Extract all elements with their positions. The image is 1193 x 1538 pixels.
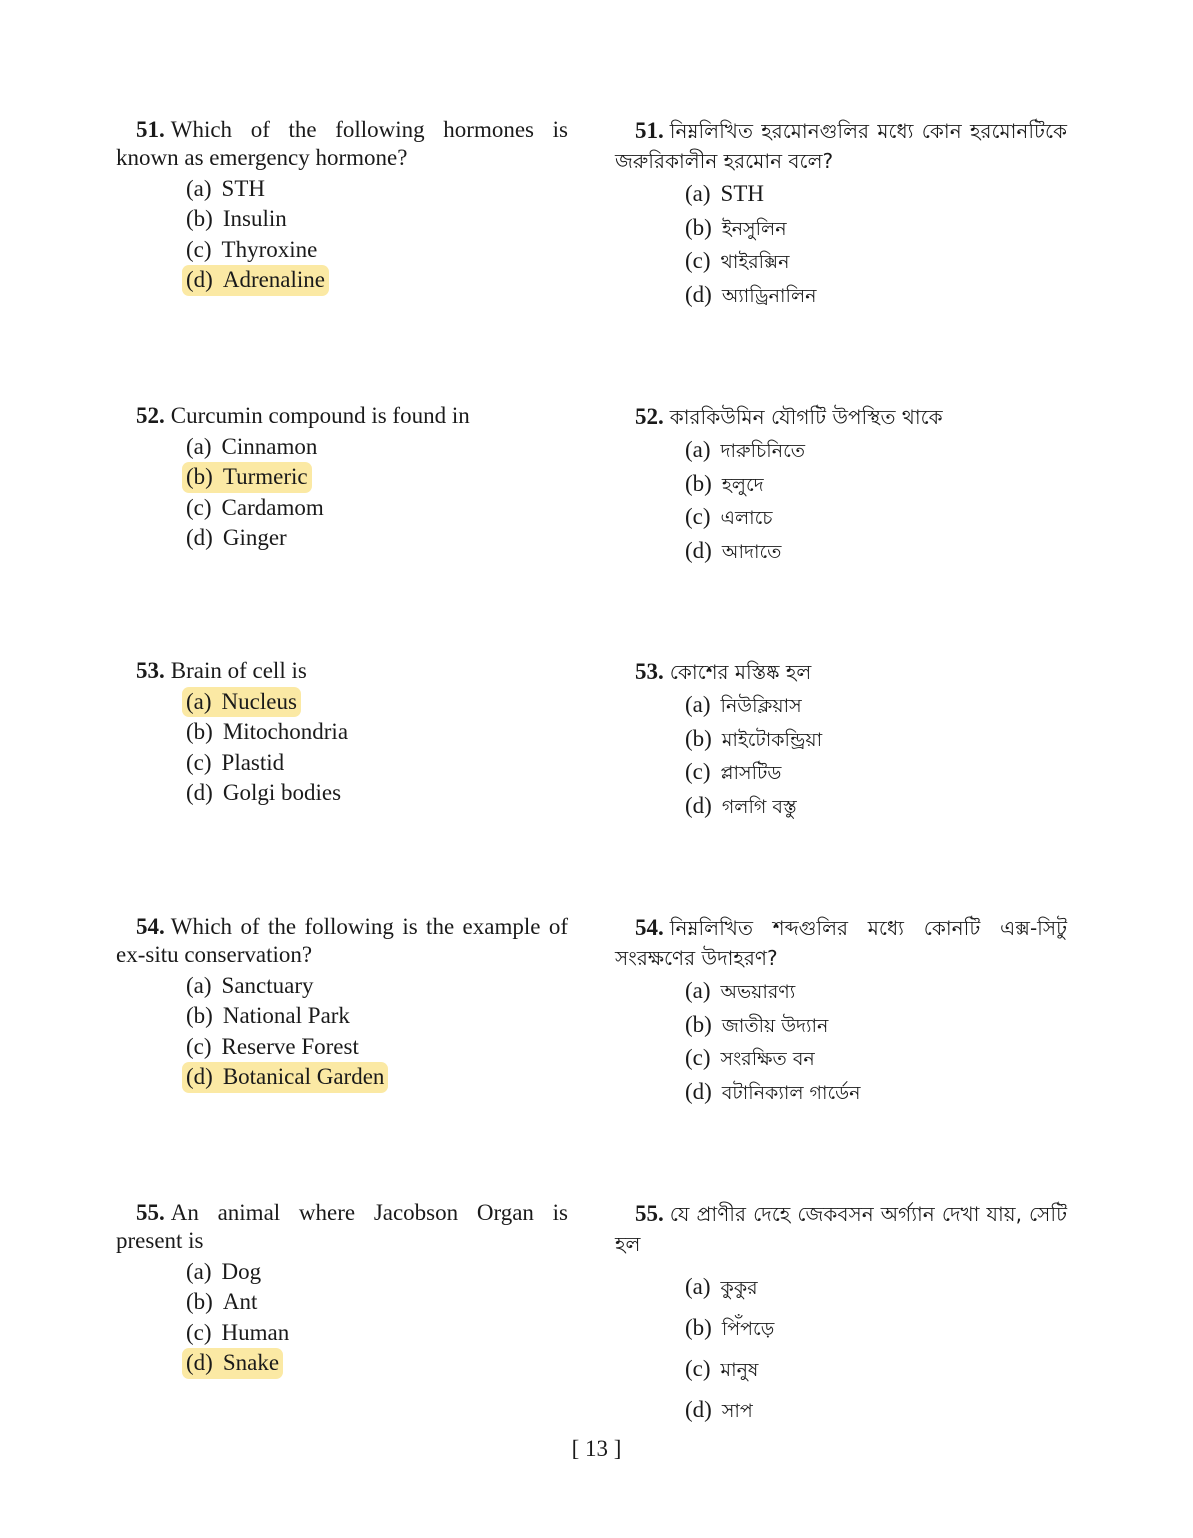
option-d: (d) সাপ [685, 1397, 753, 1422]
answer-highlight: (b) Turmeric [182, 462, 312, 492]
option-d-correct [186, 1062, 568, 1092]
question-number: 54. [136, 914, 165, 939]
option-b: (b) ইনসুলিন [685, 214, 787, 240]
question-stem [615, 116, 1067, 176]
option-b: (b) Ant [186, 1289, 258, 1315]
option-b: (b) হলুদে [685, 470, 764, 496]
option-list [186, 687, 568, 809]
question-text: Curcumin compound is found in [170, 403, 470, 428]
option-list [186, 174, 568, 296]
option-c: (c) Reserve Forest [186, 1033, 359, 1059]
question-text: Which of the following hormones is known as emergency hormone? [116, 117, 568, 170]
question-number: 52. [136, 403, 165, 428]
option-b: (b) মাইটোকন্ড্রিয়া [685, 725, 823, 751]
option-a: (a) STH [685, 181, 764, 206]
question-number: 51. [635, 118, 664, 143]
question-number: 55. [635, 1201, 664, 1226]
option-list [186, 432, 568, 554]
option-c: (c) সংরক্ষিত বন [685, 1045, 815, 1071]
option-c: (c) Cardamom [186, 494, 324, 520]
option-a: (a) STH [186, 176, 265, 201]
option-d: (d) Golgi bodies [186, 780, 342, 806]
question-number: 54. [635, 915, 664, 940]
option-d: (d) অ্যাড্রিনালিন [685, 281, 817, 307]
question-54-en [116, 913, 568, 1093]
option-d-correct [186, 265, 568, 295]
option-b: (b) পিঁপড়ে [685, 1315, 775, 1340]
question-stem [116, 402, 568, 430]
option-c: (c) Human [186, 1319, 290, 1345]
page-number: [ 13 ] [571, 1436, 622, 1461]
question-53-en [116, 657, 568, 809]
question-text: নিম্নলিখিত হরমোনগুলির মধ্যে কোন হরমোনটিকে জরুরিকালীন হরমোন বলে? [615, 119, 1067, 173]
question-text: কারকিউমিন যৌগটি উপস্থিত থাকে [669, 405, 943, 429]
option-d: (d) Ginger [186, 525, 287, 551]
answer-highlight: (a) Nucleus [182, 687, 301, 717]
option-list [186, 971, 568, 1093]
bengali-column [615, 0, 1067, 1538]
option-a-correct [186, 687, 568, 717]
question-number: 53. [635, 659, 664, 684]
question-54-bn [615, 913, 1067, 1109]
answer-highlight: (d) Adrenaline [182, 265, 329, 295]
question-51-bn [615, 116, 1067, 312]
option-a: (a) Dog [186, 1259, 262, 1284]
option-list [685, 1267, 1067, 1431]
option-list [685, 689, 1067, 823]
option-c: (c) থাইরক্সিন [685, 248, 790, 274]
question-stem [116, 116, 568, 172]
question-55-bn [615, 1199, 1067, 1431]
option-d-correct [186, 1348, 568, 1378]
question-stem [615, 657, 1067, 687]
option-a: (a) Cinnamon [186, 434, 318, 459]
option-c: (c) মানুষ [685, 1356, 759, 1381]
question-number: 52. [635, 404, 664, 429]
option-list [685, 975, 1067, 1109]
question-stem [116, 913, 568, 969]
option-d: (d) বটানিক্যাল গার্ডেন [685, 1078, 861, 1104]
option-c: (c) প্লাসটিড [685, 759, 782, 785]
option-a: (a) দারুচিনিতে [685, 437, 805, 462]
option-b: (b) National Park [186, 1003, 350, 1029]
option-list [685, 178, 1067, 312]
answer-highlight: (d) Botanical Garden [182, 1062, 388, 1092]
question-number: 55. [136, 1200, 165, 1225]
question-stem [615, 1199, 1067, 1259]
answer-highlight: (d) Snake [182, 1348, 283, 1378]
question-number: 53. [136, 658, 165, 683]
option-b: (b) Mitochondria [186, 719, 349, 745]
question-stem [615, 913, 1067, 973]
question-text: Which of the following is the example of ex-situ conservation? [116, 914, 568, 967]
question-stem [116, 1199, 568, 1255]
option-a: (a) অভয়ারণ্য [685, 978, 796, 1003]
option-list [186, 1257, 568, 1379]
option-b: (b) Insulin [186, 206, 287, 232]
question-stem [116, 657, 568, 685]
english-column [116, 0, 568, 1538]
question-text: যে প্রাণীর দেহে জেকবসন অর্গ্যান দেখা যায়, সেটি হল [615, 1202, 1067, 1256]
option-d: (d) আদাতে [685, 537, 782, 563]
question-52-bn [615, 402, 1067, 568]
question-51-en [116, 116, 568, 296]
question-number: 51. [136, 117, 165, 142]
question-text: Brain of cell is [170, 658, 307, 683]
option-d: (d) গলগি বস্তু [685, 792, 797, 818]
option-list [685, 434, 1067, 568]
question-stem [615, 402, 1067, 432]
option-a: (a) Sanctuary [186, 973, 314, 998]
option-c: (c) Plastid [186, 749, 285, 775]
question-text: কোশের মস্তিষ্ক হল [669, 660, 812, 684]
option-b-correct [186, 462, 568, 492]
question-52-en [116, 402, 568, 554]
question-text: An animal where Jacobson Organ is present is [116, 1200, 568, 1253]
option-a: (a) নিউক্লিয়াস [685, 692, 802, 717]
question-text: নিম্নলিখিত শব্দগুলির মধ্যে কোনটি এক্স-সিটু সংরক্ষণের উদাহরণ? [615, 916, 1067, 970]
question-53-bn [615, 657, 1067, 823]
option-c: (c) এলাচে [685, 504, 773, 530]
option-b: (b) জাতীয় উদ্যান [685, 1011, 829, 1037]
question-55-en [116, 1199, 568, 1379]
option-c: (c) Thyroxine [186, 236, 318, 262]
option-a: (a) কুকুর [685, 1274, 758, 1299]
